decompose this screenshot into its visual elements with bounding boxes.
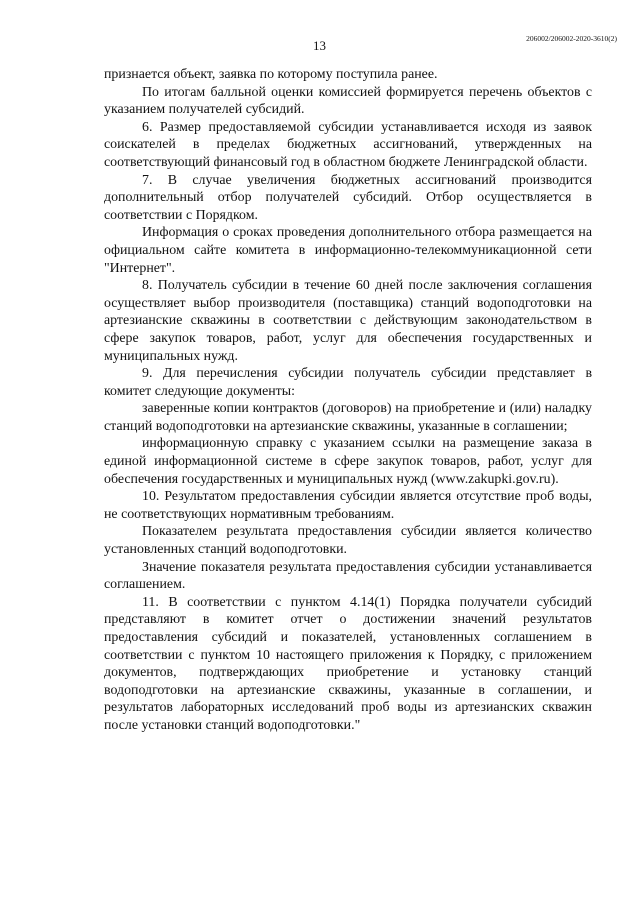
paragraph: 9. Для перечисления субсидии получатель субсидии представляет в комитет следующие документы:: [104, 366, 592, 399]
page-number: 13: [313, 38, 326, 53]
paragraph: информационную справку с указанием ссылки на размещение заказа в единой информационной системе в сфере закупок товаров, работ, услуг для обеспечения государственных и муниципальных нужд (www.zakupki.gov.ru).: [104, 436, 592, 487]
paragraph: Значение показателя результата предоставления субсидии устанавливается соглашением.: [104, 559, 592, 593]
paragraph: По итогам балльной оценки комиссией формируется перечень объектов с указанием получателей субсидий.: [104, 84, 592, 118]
paragraph: Показателем результата предоставления субсидии является количество установленных станций водоподготовки.: [104, 524, 592, 558]
document-id: 206002/206002-2020-3610(2): [526, 34, 617, 43]
paragraph: признается объект, заявка по которому поступила ранее.: [104, 67, 438, 82]
paragraph: 6. Размер предоставляемой субсидии устанавливается исходя из заявок соискателей в пределах бюджетных ассигнований, утвержденных на соответствующий финансовый год в областном бюджете Ленинградской области.: [104, 119, 592, 170]
document-body: [104, 66, 592, 735]
paragraph: 8. Получатель субсидии в течение 60 дней после заключения соглашения осуществляет выбор производителя (поставщика) станций водоподготовки на артезианские скважины в соответствии с действующим законодательством в сфере закупок товаров, работ, услуг для обеспечения государственных и муниципальных нужд.: [104, 278, 592, 364]
paragraph: Информация о сроках проведения дополнительного отбора размещается на официальном сайте комитета в информационно-телекоммуникационной сети "Интернет".: [104, 225, 592, 276]
paragraph: 7. В случае увеличения бюджетных ассигнований производится дополнительный отбор получателей субсидий. Отбор осуществляется в соответствии с Порядком.: [104, 172, 592, 223]
paragraph: 10. Результатом предоставления субсидии является отсутствие проб воды, не соответствующих нормативным требованиям.: [104, 489, 592, 522]
paragraph: заверенные копии контрактов (договоров) на приобретение и (или) наладку станций водоподготовки на артезианские скважины, указанные в соглашении;: [104, 401, 592, 434]
paragraph: 11. В соответствии с пунктом 4.14(1) Порядка получатели субсидий представляют в комитет отчет о достижении значений результатов предоставления субсидий и показателей, установленных соглашением в соответствии с пунктом 10 настоящего приложения к Порядку, с приложением документов, подтверждающих приобретение и установку станций водоподготовки на артезианские скважины, указанные в соглашении, и результатов лабораторных исследований проб воды из артезианских скважин после установки станций водоподготовки.": [104, 594, 592, 733]
